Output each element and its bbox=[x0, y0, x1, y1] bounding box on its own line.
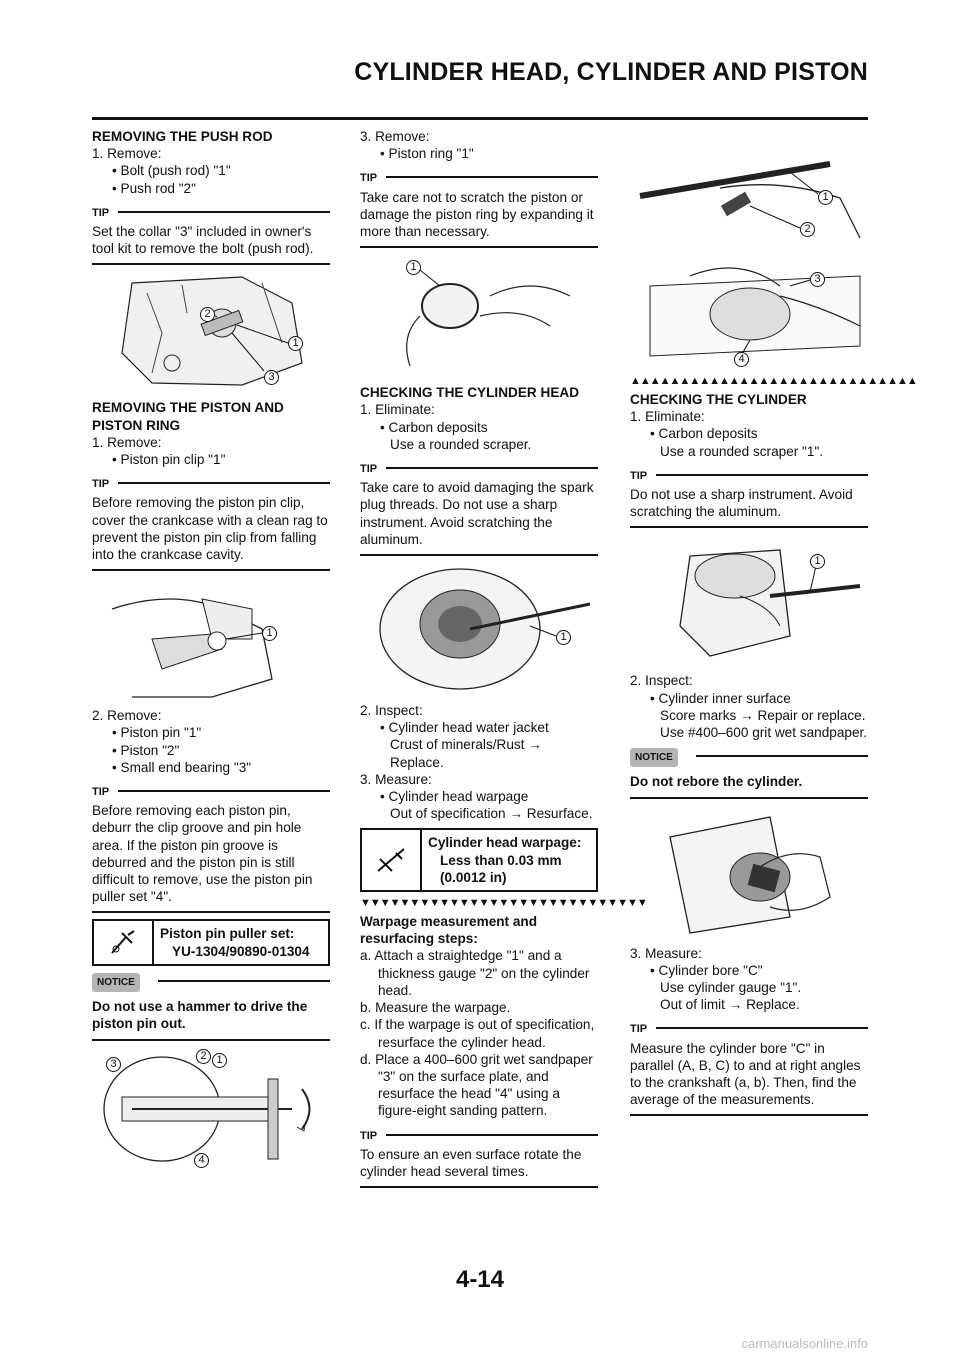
step: 3. Remove: bbox=[360, 129, 430, 144]
measure-icon bbox=[362, 830, 422, 890]
callout: 1 bbox=[212, 1053, 227, 1068]
tip-label: TIP bbox=[630, 1023, 648, 1036]
step: 1. Remove: bbox=[92, 146, 162, 162]
callout: 3 bbox=[106, 1057, 121, 1072]
spec-box bbox=[92, 919, 330, 965]
spec-line: Cylinder head warpage: bbox=[428, 835, 582, 851]
step: 2. Remove: bbox=[92, 708, 162, 724]
bullet-detail: Use cylinder gauge "1". bbox=[660, 980, 802, 996]
tip-box bbox=[630, 466, 868, 529]
column-2 bbox=[360, 128, 647, 1194]
tip-text: Before removing each piston pin, deburr the clip groove and pin hole area. If the piston pin groove is deburred and the piston pin is still difficult to remove, use the piston pin puller set "4". bbox=[92, 803, 313, 905]
step: 3. Measure: bbox=[360, 771, 432, 787]
procedure-end-marker: ▲▲▲▲▲▲▲▲▲▲▲▲▲▲▲▲▲▲▲▲▲▲▲▲▲▲▲▲▲ bbox=[630, 375, 917, 387]
tip-text: Set the collar "3" included in owner's tool kit to remove the bolt (push rod). bbox=[92, 224, 314, 257]
callout: 2 bbox=[200, 307, 215, 322]
notice-label: NOTICE bbox=[92, 973, 140, 992]
bullet: • Bolt (push rod) "1" bbox=[112, 163, 231, 179]
callout: 2 bbox=[196, 1049, 211, 1064]
spec-line: Less than 0.03 mm bbox=[440, 852, 562, 868]
callout: 1 bbox=[818, 190, 833, 205]
procedure-step: d. Place a 400–600 grit wet sandpaper "3" on the surface plate, and resurface the head "4" using a figure-eight sanding pattern. bbox=[360, 1051, 593, 1119]
spec-box bbox=[360, 828, 598, 892]
procedure-step: c. If the warpage is out of specification, resurface the cylinder head. bbox=[360, 1017, 595, 1050]
piston-pin-puller-figure bbox=[92, 1049, 330, 1169]
tip-label: TIP bbox=[92, 786, 110, 799]
bullet: • Piston pin "1" bbox=[112, 725, 202, 741]
tip-box bbox=[92, 203, 330, 266]
step: 1. Eliminate: bbox=[360, 402, 435, 418]
callout: 1 bbox=[262, 626, 277, 641]
step: 2. Inspect: bbox=[630, 673, 693, 689]
tip-box bbox=[360, 1126, 598, 1189]
callout: 1 bbox=[406, 260, 421, 275]
section-title: REMOVING THE PISTON AND PISTON RING bbox=[92, 400, 284, 433]
section-title: CHECKING THE CYLINDER HEAD bbox=[360, 385, 580, 401]
tip-text: Take care to avoid damaging the spark plug threads. Do not use a sharp instrument. Avoid scratching the aluminum. bbox=[360, 480, 594, 547]
tip-label: TIP bbox=[630, 469, 648, 482]
notice-box bbox=[92, 972, 330, 1041]
callout: 4 bbox=[194, 1153, 209, 1168]
bullet-detail: Crust of minerals/Rust → Replace. bbox=[390, 737, 542, 770]
bullet: • Piston "2" bbox=[112, 742, 180, 758]
tip-text: Measure the cylinder bore "C" in parallel (A, B, C) to and at right angles to the crankshaft (a, b). Then, find the average of the measurements. bbox=[630, 1040, 861, 1108]
resurface-figure bbox=[630, 246, 868, 368]
watermark: carmanualsonline.info bbox=[741, 1336, 868, 1351]
callout: 1 bbox=[288, 336, 303, 351]
step: 2. Inspect: bbox=[360, 703, 423, 719]
bullet: • Piston pin clip "1" bbox=[112, 452, 226, 468]
bullet: • Cylinder head water jacket bbox=[380, 720, 549, 736]
tip-label: TIP bbox=[92, 206, 110, 219]
spec-line: (0.0012 in) bbox=[440, 869, 507, 885]
step: 3. Measure: bbox=[630, 945, 702, 961]
procedure-start-marker: ▼▼▼▼▼▼▼▼▼▼▼▼▼▼▼▼▼▼▼▼▼▼▼▼▼▼▼▼▼ bbox=[360, 897, 647, 910]
tip-box bbox=[92, 782, 330, 913]
tip-box bbox=[630, 1019, 868, 1116]
spec-line: Piston pin puller set: bbox=[160, 926, 295, 942]
cylinder-scraper-figure bbox=[630, 536, 868, 664]
bullet-detail: Use a rounded scraper. bbox=[390, 436, 532, 452]
tip-label: TIP bbox=[360, 1129, 378, 1142]
notice-text: Do not use a hammer to drive the piston pin out. bbox=[92, 999, 308, 1032]
tip-text: Before removing the piston pin clip, cover the crankcase with a clean rag to prevent the piston pin clip from falling into the crankcase cavity. bbox=[92, 495, 328, 563]
page-title: CYLINDER HEAD, CYLINDER AND PISTON bbox=[354, 58, 868, 86]
bullet-detail: Out of specification → Resurface. bbox=[390, 806, 593, 822]
tip-box bbox=[92, 474, 330, 571]
bullet: • Piston ring "1" bbox=[380, 146, 474, 162]
procedure-step: a. Attach a straightedge "1" and a thickness gauge "2" on the cylinder head. bbox=[360, 948, 590, 998]
section-title: CHECKING THE CYLINDER bbox=[630, 392, 807, 407]
piston-pin-clip-figure bbox=[92, 579, 330, 699]
tool-icon bbox=[94, 921, 154, 963]
column-1 bbox=[92, 128, 330, 1177]
notice-text: Do not rebore the cylinder. bbox=[630, 774, 803, 790]
bullet: • Cylinder head warpage bbox=[380, 789, 529, 805]
procedure-step: b. Measure the warpage. bbox=[360, 1000, 511, 1016]
step: 1. Remove: bbox=[92, 434, 162, 450]
piston-ring-figure bbox=[360, 256, 598, 376]
callout: 4 bbox=[734, 352, 749, 367]
steps-title: Warpage measurement and resurfacing steps: bbox=[360, 914, 538, 947]
notice-label: NOTICE bbox=[630, 748, 678, 767]
tip-text: Take care not to scratch the piston or damage the piston ring by expanding it more than necessary. bbox=[360, 189, 594, 240]
tip-box bbox=[360, 168, 598, 248]
column-3 bbox=[630, 150, 917, 1122]
bullet: • Carbon deposits bbox=[650, 426, 758, 442]
notice-box bbox=[630, 747, 868, 798]
callout: 1 bbox=[810, 554, 825, 569]
bullet: • Cylinder inner surface bbox=[650, 690, 791, 706]
page-number: 4-14 bbox=[455, 1266, 505, 1293]
bullet: • Carbon deposits bbox=[380, 419, 488, 435]
bullet-detail: Score marks → Repair or replace. Use #400–600 grit wet sandpaper. bbox=[660, 707, 868, 741]
step: 1. Eliminate: bbox=[630, 409, 705, 425]
cylinder-sandpaper-figure bbox=[630, 807, 868, 937]
bullet-detail: Out of limit → Replace. bbox=[660, 997, 800, 1013]
header-rule bbox=[92, 117, 868, 120]
tip-label: TIP bbox=[360, 463, 378, 476]
bullet: • Cylinder bore "C" bbox=[650, 962, 763, 978]
tip-label: TIP bbox=[92, 478, 110, 491]
spec-line: YU-1304/90890-01304 bbox=[172, 943, 310, 959]
tip-text: Do not use a sharp instrument. Avoid scratching the aluminum. bbox=[630, 487, 853, 520]
callout: 1 bbox=[556, 630, 571, 645]
tip-label: TIP bbox=[360, 172, 378, 185]
bullet: • Push rod "2" bbox=[112, 180, 196, 196]
cylinder-head-scraper-figure bbox=[360, 564, 598, 694]
bullet: • Small end bearing "3" bbox=[112, 759, 252, 775]
straightedge-figure bbox=[630, 158, 868, 238]
tip-box bbox=[360, 459, 598, 556]
bullet-detail: Use a rounded scraper "1". bbox=[660, 443, 824, 459]
push-rod-figure bbox=[92, 273, 330, 391]
callout: 3 bbox=[810, 272, 825, 287]
section-title: REMOVING THE PUSH ROD bbox=[92, 129, 273, 144]
callout: 2 bbox=[800, 222, 815, 237]
tip-text: To ensure an even surface rotate the cylinder head several times. bbox=[360, 1146, 582, 1179]
callout: 3 bbox=[264, 370, 279, 385]
